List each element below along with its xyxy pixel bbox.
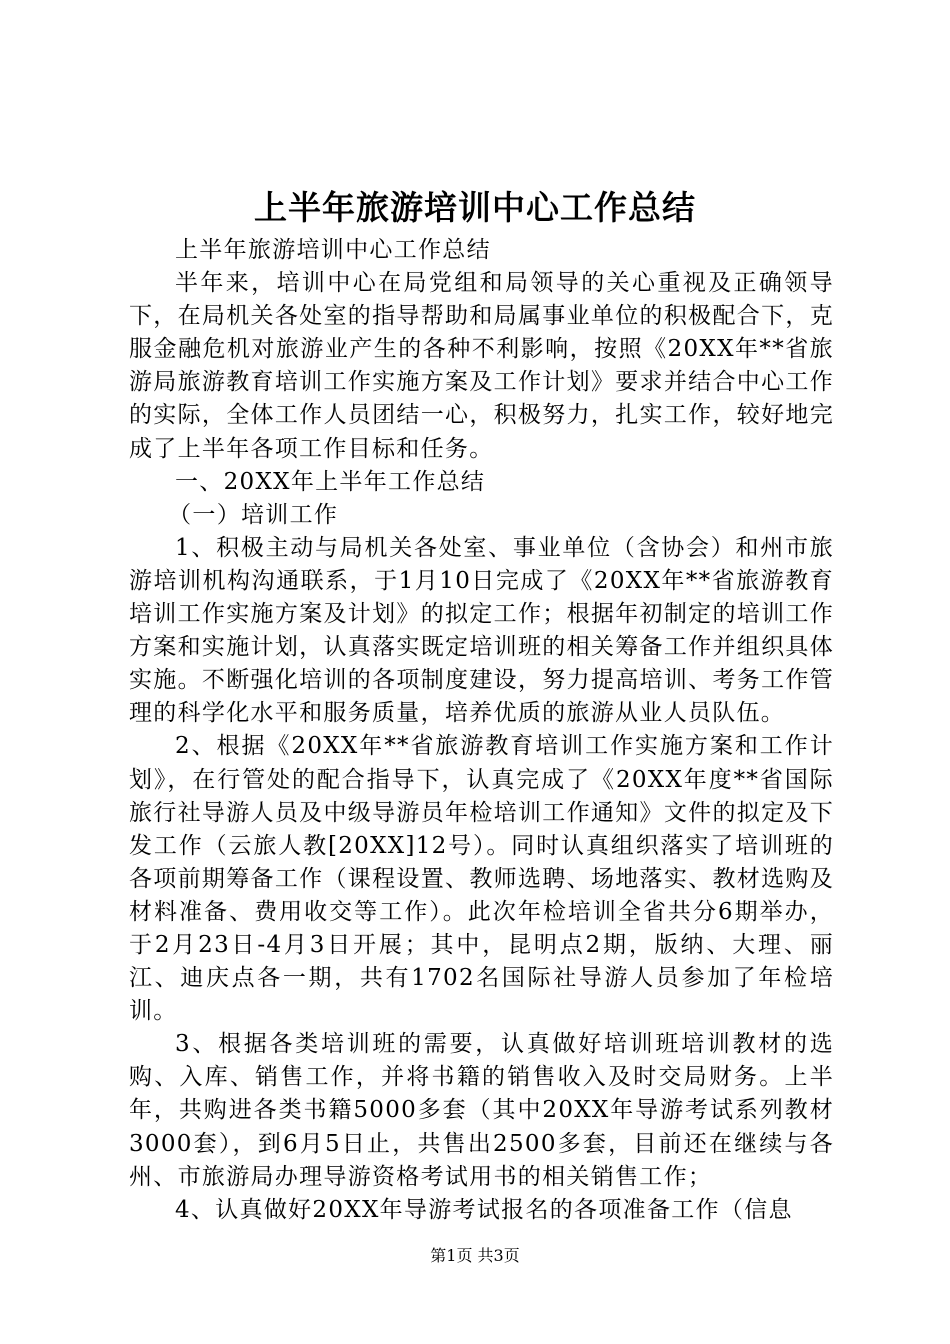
paragraph-intro: 半年来，培训中心在局党组和局领导的关心重视及正确领导下，在局机关各处室的指导帮助和局属事业单位的积极配合下，克服金融危机对旅游业产生的各种不利影响，按照《20XX年**省旅游局旅游教育培训工作实施方案及工作计划》要求并结合中心工作的实际，全体工作人员团结一心，积极努力，扎实工作，较好地完成了上半年各项工作目标和任务。 xyxy=(129,270,834,462)
paragraph-item-4: 4、认真做好20XX年导游考试报名的各项准备工作（信息 xyxy=(175,1196,793,1223)
subsection-heading-1: （一）培训工作 xyxy=(168,501,339,528)
document-title: 上半年旅游培训中心工作总结 xyxy=(254,188,696,227)
paragraph-item-2: 2、根据《20XX年**省旅游教育培训工作实施方案和工作计划》，在行管处的配合指导下，认真完成了《20XX年度**省国际旅行社导游人员及中级导游员年检培训工作通知》文件的拟定及下发工作（云旅人教[20XX]12号）。同时认真组织落实了培训班的各项前期筹备工作（课程设置、教师选聘、场地落实、教材选购及材料准备、费用收交等工作）。此次年检培训全省共分6期举办，于2月23日-4月3日开展；其中，昆明点2期，版纳、大理、丽江、迪庆点各一期，共有1702名国际社导游人员参加了年检培训。 xyxy=(129,733,834,1025)
section-heading-1: 一、20XX年上半年工作总结 xyxy=(175,468,486,495)
paragraph-item-3: 3、根据各类培训班的需要，认真做好培训班培训教材的选购、入库、销售工作，并将书籍的销售收入及时交局财务。上半年，共购进各类书籍5000多套（其中20XX年导游考试系列教材3000套），到6月5日止，共售出2500多套，目前还在继续与各州、市旅游局办理导游资格考试用书的相关销售工作； xyxy=(129,1031,834,1190)
page-footer: 第1页 共3页 xyxy=(430,1246,520,1265)
document-body xyxy=(129,234,834,1227)
paragraph-subtitle: 上半年旅游培训中心工作总结 xyxy=(175,237,491,263)
paragraph-item-1: 1、积极主动与局机关各处室、事业单位（含协会）和州市旅游培训机构沟通联系，于1月10日完成了《20XX年**省旅游教育培训工作实施方案及计划》的拟定工作；根据年初制定的培训工作方案和实施计划，认真落实既定培训班的相关筹备工作并组织具体实施。不断强化培训的各项制度建设，努力提高培训、考务工作管理的科学化水平和服务质量，培养优质的旅游从业人员队伍。 xyxy=(129,534,834,727)
